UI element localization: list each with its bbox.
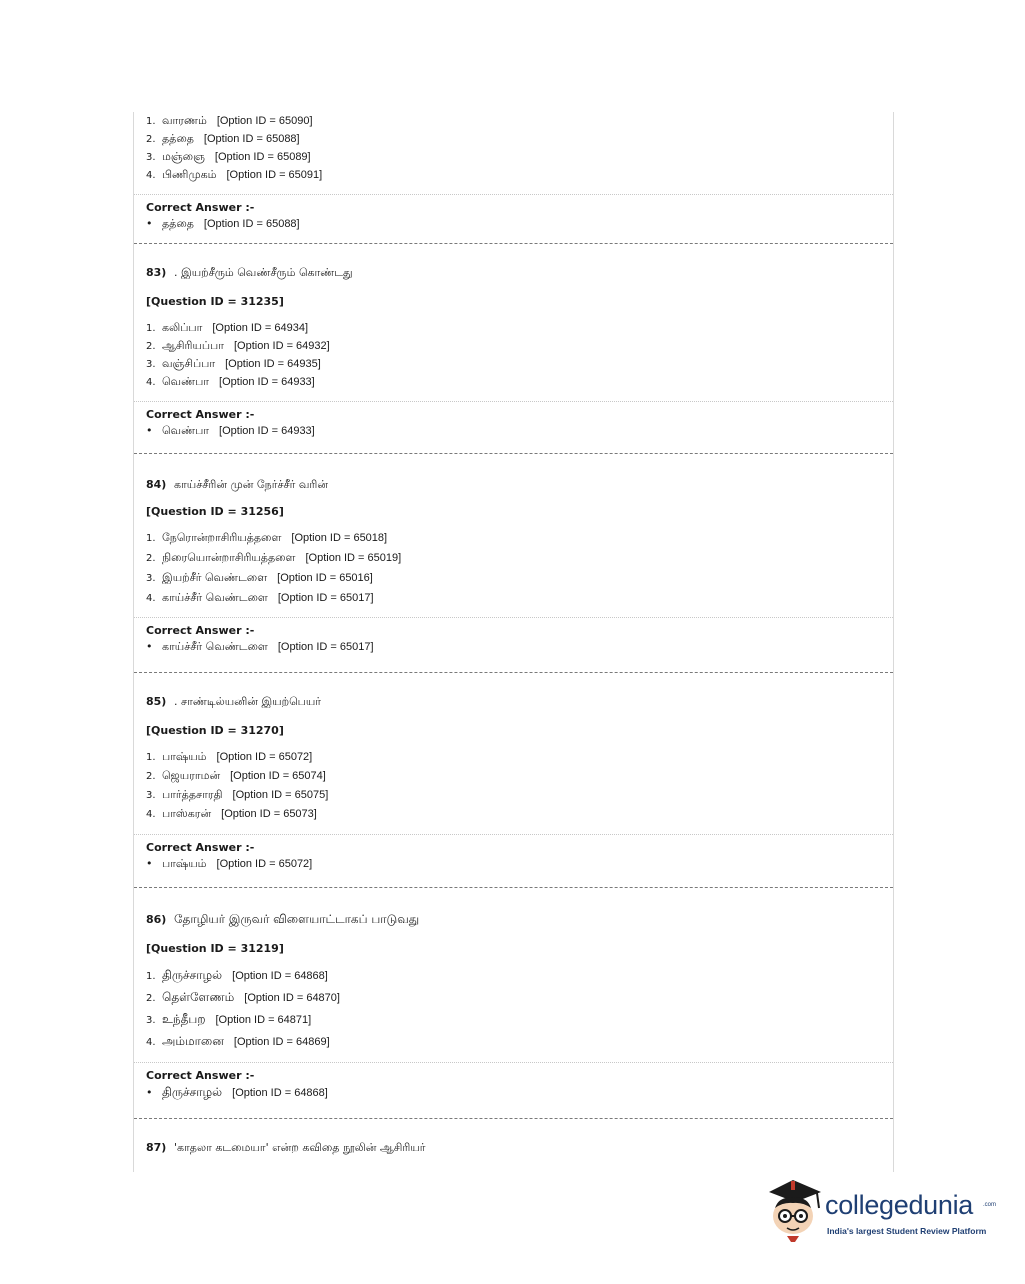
option-id: [Option ID = 65074] <box>230 770 326 782</box>
question-header <box>134 912 893 928</box>
option-3 <box>134 571 893 591</box>
option-id: [Option ID = 65016] <box>277 572 373 584</box>
option-number: 3. <box>146 790 156 801</box>
brand-suffix: .com <box>983 1202 997 1208</box>
option-id: [Option ID = 64934] <box>212 322 309 334</box>
question-86 <box>134 887 893 1118</box>
option-number: 2. <box>146 993 156 1004</box>
option-number: 2. <box>146 771 156 782</box>
option-2 <box>134 132 893 150</box>
question-header <box>134 1141 893 1156</box>
answer-text: பாஷ்யம் <box>162 857 207 870</box>
option-text: ஆசிரியப்பா <box>162 339 224 352</box>
option-text: பார்த்தசாரதி <box>162 788 223 801</box>
correct-answer-label: Correct Answer :- <box>146 201 255 214</box>
option-text: இயற்சீர் வெண்டளை <box>162 571 268 584</box>
option-2 <box>134 551 893 571</box>
question-id: [Question ID = 31270] <box>146 724 284 737</box>
option-1 <box>134 114 893 132</box>
question-header <box>134 266 893 281</box>
bullet-icon: • <box>146 1086 153 1099</box>
option-id: [Option ID = 65018] <box>291 532 388 544</box>
option-text: கலிப்பா <box>162 321 203 334</box>
correct-answer-label: Correct Answer :- <box>146 1069 255 1082</box>
question-82-tail <box>134 112 893 243</box>
question-85 <box>134 672 893 887</box>
option-text: பாஷ்யம் <box>162 750 207 763</box>
question-87 <box>134 1118 893 1156</box>
option-3 <box>134 1012 893 1034</box>
option-number: 2. <box>146 553 156 564</box>
question-number: 86) <box>146 913 167 926</box>
question-83 <box>134 243 893 453</box>
bullet-icon: • <box>146 424 153 437</box>
option-number: 4. <box>146 593 156 604</box>
option-number: 3. <box>146 1015 156 1026</box>
option-text: தத்தை <box>162 132 194 145</box>
bullet-icon: • <box>146 640 153 653</box>
option-1 <box>134 531 893 551</box>
question-header <box>134 478 893 493</box>
option-id: [Option ID = 65072] <box>216 751 313 763</box>
option-number: 4. <box>146 170 156 181</box>
option-4 <box>134 1034 893 1056</box>
option-text: பிணிமுகம் <box>162 168 217 181</box>
option-number: 3. <box>146 152 156 163</box>
correct-answer <box>134 857 893 875</box>
bullet-icon: • <box>146 217 153 230</box>
option-text: வெண்பா <box>162 375 210 388</box>
option-number: 3. <box>146 573 156 584</box>
question-84 <box>134 453 893 672</box>
answer-text: வெண்பா <box>162 424 210 437</box>
answer-option-id: [Option ID = 65072] <box>216 858 313 870</box>
answer-option-id: [Option ID = 64933] <box>219 425 315 437</box>
option-id: [Option ID = 64869] <box>233 1036 330 1048</box>
question-id: [Question ID = 31256] <box>146 505 284 518</box>
option-text: உந்தீபற <box>162 1012 206 1026</box>
bullet-icon: • <box>146 857 153 870</box>
option-4 <box>134 168 893 186</box>
option-id: [Option ID = 64935] <box>225 358 321 370</box>
option-id: [Option ID = 65075] <box>232 789 329 801</box>
option-text: பாஸ்கரன் <box>162 807 212 820</box>
option-text: தெள்ளேணம் <box>162 990 235 1004</box>
correct-answer <box>134 640 893 658</box>
option-text: நிரையொன்றாசிரியத்தளை <box>162 551 296 564</box>
correct-answer-label: Correct Answer :- <box>146 624 255 637</box>
option-text: வஞ்சிப்பா <box>162 357 216 370</box>
option-id: [Option ID = 65089] <box>214 151 311 163</box>
correct-answer <box>134 424 893 442</box>
option-4 <box>134 375 893 393</box>
option-number: 1. <box>146 116 156 127</box>
question-text: தோழியர் இருவர் விளையாட்டாகப் பாடுவது <box>174 912 420 926</box>
option-number: 3. <box>146 359 156 370</box>
brand-tagline: India's largest Student Review Platform <box>827 1226 987 1236</box>
question-text: 'காதலா கடமையா' என்ற கவிதை நூலின் ஆசிரியர் <box>174 1141 426 1154</box>
option-text: திருச்சாழல் <box>162 968 223 982</box>
option-number: 1. <box>146 533 156 544</box>
option-2 <box>134 769 893 788</box>
option-id: [Option ID = 64932] <box>234 340 330 352</box>
option-number: 1. <box>146 752 156 763</box>
question-id: [Question ID = 31235] <box>146 295 284 308</box>
option-text: வாரணம் <box>162 114 207 127</box>
graduate-mascot-icon <box>765 1178 827 1246</box>
correct-answer <box>134 217 893 235</box>
option-3 <box>134 357 893 375</box>
correct-answer-label: Correct Answer :- <box>146 408 255 421</box>
question-number: 83) <box>146 266 167 279</box>
option-number: 4. <box>146 809 156 820</box>
option-id: [Option ID = 65088] <box>203 133 300 145</box>
option-text: காய்ச்சீர் வெண்டளை <box>162 591 268 604</box>
answer-option-id: [Option ID = 65017] <box>277 641 374 653</box>
option-id: [Option ID = 65090] <box>216 115 313 127</box>
option-1 <box>134 321 893 339</box>
answer-option-id: [Option ID = 65088] <box>203 218 300 230</box>
brand-name: collegedunia <box>825 1190 974 1220</box>
option-number: 1. <box>146 323 156 334</box>
option-id: [Option ID = 64870] <box>244 992 340 1004</box>
answer-text: திருச்சாழல் <box>162 1085 223 1099</box>
question-text: . இயற்சீரும் வெண்சீரும் கொண்டது <box>174 266 353 279</box>
option-1 <box>134 750 893 769</box>
option-number: 2. <box>146 341 156 352</box>
option-id: [Option ID = 65073] <box>221 808 317 820</box>
correct-answer-label: Correct Answer :- <box>146 841 255 854</box>
option-3 <box>134 788 893 807</box>
option-2 <box>134 990 893 1012</box>
option-id: [Option ID = 65019] <box>305 552 402 564</box>
question-text: . சாண்டில்யனின் இயற்பெயர் <box>174 695 322 708</box>
option-id: [Option ID = 65091] <box>226 169 323 181</box>
correct-answer <box>134 1085 893 1105</box>
option-text: நேரொன்றாசிரியத்தளை <box>162 531 282 544</box>
option-id: [Option ID = 64868] <box>232 970 328 982</box>
question-number: 84) <box>146 478 167 491</box>
answer-text: தத்தை <box>162 217 194 230</box>
question-number: 85) <box>146 695 167 708</box>
option-id: [Option ID = 64933] <box>219 376 315 388</box>
option-number: 4. <box>146 377 156 388</box>
option-number: 2. <box>146 134 156 145</box>
option-4 <box>134 807 893 826</box>
answer-option-id: [Option ID = 64868] <box>232 1087 328 1099</box>
option-3 <box>134 150 893 168</box>
option-text: ஜெயராமன் <box>162 769 221 782</box>
question-number: 87) <box>146 1141 167 1154</box>
answer-text: காய்ச்சீர் வெண்டளை <box>162 640 268 653</box>
question-text: காய்ச்சீரின் முன் நேர்ச்சீர் வரின் <box>174 478 329 491</box>
option-id: [Option ID = 64871] <box>215 1014 312 1026</box>
question-header <box>134 695 893 710</box>
exam-page <box>133 112 894 1172</box>
option-text: மஞ்ஞை <box>162 150 205 163</box>
option-id: [Option ID = 65017] <box>277 592 374 604</box>
option-number: 1. <box>146 971 156 982</box>
option-2 <box>134 339 893 357</box>
collegedunia-logo <box>765 1178 995 1248</box>
option-1 <box>134 968 893 990</box>
option-4 <box>134 591 893 611</box>
option-text: அம்மானை <box>162 1034 224 1048</box>
option-number: 4. <box>146 1037 156 1048</box>
question-id: [Question ID = 31219] <box>146 942 284 955</box>
